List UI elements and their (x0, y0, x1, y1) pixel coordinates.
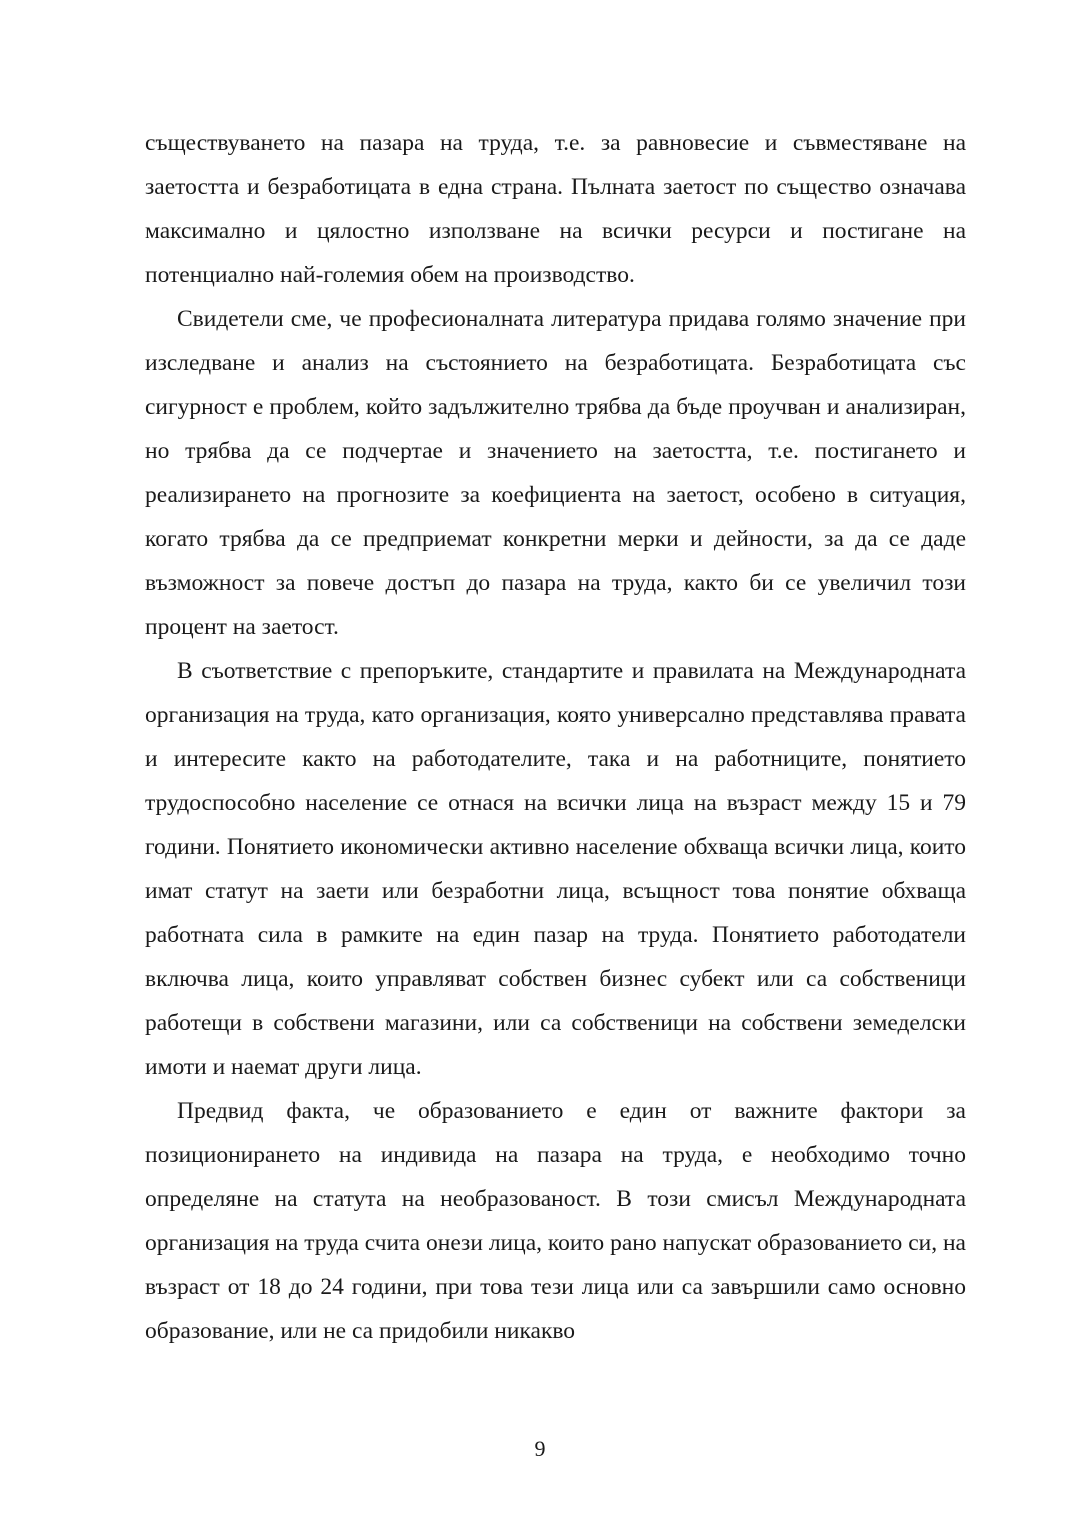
paragraph-ilo-standards: В съответствие с препоръките, стандартите и правилата на Международната организация на труда, като организация, която универсално представлява правата и интересите както на работодателите, така и на работниците, понятието трудоспособно население се отнася на всички лица на възраст между 15 и 79 години. Понятието икономически активно население обхваща всички лица, които имат статут на заети или безработни лица, всъщност това понятие обхваща работната сила в рамките на един пазар на труда. Понятието работодатели включва лица, които управляват собствен бизнес субект или са собственици работещи в собствени магазини, или са собственици на собствени земеделски имоти и наемат други лица. (145, 658, 966, 1080)
body-text (145, 121, 966, 1353)
paragraph-continuation: съществуването на пазара на труда, т.е. за равновесие и съвместяване на заетостта и безработицата в една страна. Пълната заетост по същество означава максимално и цялостно използване на всички ресурси и постигане на потенциално най-големия обем на производство. (145, 130, 966, 288)
page-number: 9 (534, 1436, 546, 1461)
paragraph-witnesses: Свидетели сме, че професионалната литература придава голямо значение при изследване и анализ на състоянието на безработицата. Безработицата със сигурност е проблем, който задължително трябва да бъде проучван и анализиран, но трябва да се подчертае и значението на заетостта, т.е. постигането и реализирането на прогнозите за коефициента на заетост, особено в ситуация, когато трябва да се предприемат конкретни мерки и дейности, за да се даде възможност за повече достъп до пазара на труда, както би се увеличил този процент на заетост. (145, 306, 966, 640)
paragraph-education: Предвид факта, че образованието е един от важните фактори за позиционирането на индивида на пазара на труда, е необходимо точно определяне на статута на необразованост. В този смисъл Международната организация на труда счита онези лица, които рано напускат образованието си, на възраст от 18 до 24 години, при това тези лица или са завършили само основно образование, или не са придобили никакво (145, 1098, 966, 1344)
